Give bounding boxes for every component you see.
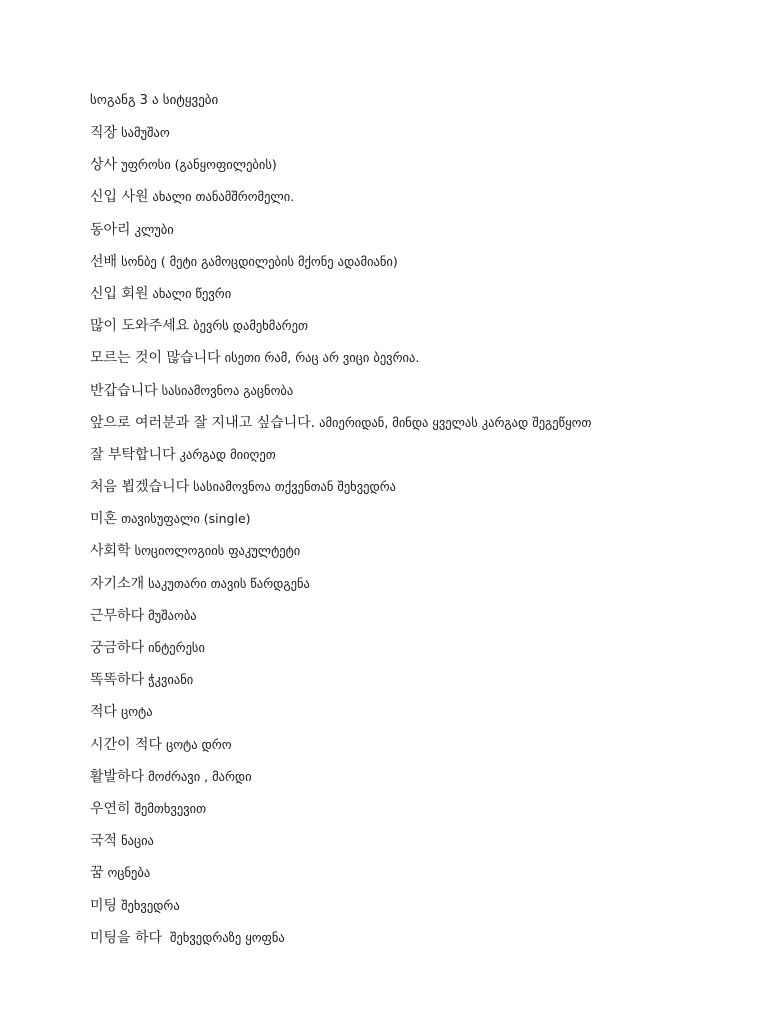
korean-term: 신입 사원 bbox=[90, 189, 149, 206]
georgian-translation: ნაცია bbox=[121, 833, 154, 849]
vocab-entry bbox=[90, 575, 750, 607]
vocab-entry bbox=[90, 800, 750, 832]
vocab-entry bbox=[90, 285, 750, 317]
korean-term: 잘 부탁합니다 bbox=[90, 446, 176, 463]
vocabulary-list bbox=[90, 124, 750, 961]
georgian-translation: საკუთარი თავის წარდგენა bbox=[148, 575, 310, 591]
korean-term: 모르는 것이 많습니다 bbox=[90, 350, 221, 367]
georgian-translation: მუშაობა bbox=[148, 607, 197, 623]
georgian-translation: ამიერიდან, მინდა ყველას კარგად შეგეწყოთ bbox=[319, 414, 592, 430]
vocab-entry bbox=[90, 542, 750, 574]
vocab-entry bbox=[90, 188, 750, 220]
korean-term: 선배 bbox=[90, 253, 118, 270]
korean-term: 똑똑하다 bbox=[90, 672, 145, 689]
georgian-translation: ახალი წევრი bbox=[152, 285, 232, 301]
georgian-translation: ბევრს დამეხმარეთ bbox=[193, 318, 308, 334]
georgian-translation: ისეთი რამ, რაც არ ვიცი ბევრია. bbox=[224, 350, 420, 366]
korean-term: 직장 bbox=[90, 125, 118, 141]
vocab-entry bbox=[90, 607, 750, 639]
vocab-entry bbox=[90, 864, 750, 896]
georgian-translation: ოცნება bbox=[107, 865, 151, 881]
korean-term: 시간이 적다 bbox=[90, 736, 163, 753]
georgian-translation: შემთხვევით bbox=[134, 800, 207, 816]
georgian-translation: ინტერესი bbox=[148, 640, 205, 655]
korean-term: 많이 도와주세요 bbox=[90, 318, 190, 335]
korean-term: 적다 bbox=[90, 704, 118, 721]
georgian-translation: სასიამოვნოა თქვენთან შეხვედრა bbox=[193, 479, 396, 495]
vocab-entry bbox=[90, 832, 750, 864]
vocab-entry bbox=[90, 703, 750, 735]
vocab-entry bbox=[90, 478, 750, 510]
vocab-entry bbox=[90, 317, 750, 349]
korean-term: 우연히 bbox=[90, 800, 131, 817]
korean-term: 활발하다 bbox=[90, 768, 145, 785]
georgian-translation: ცოტა დრო bbox=[166, 736, 232, 752]
korean-term: 앞으로 여러분과 잘 지내고 싶습니다. bbox=[90, 414, 316, 431]
vocab-entry bbox=[90, 124, 750, 156]
vocab-entry bbox=[90, 929, 750, 961]
vocab-entry bbox=[90, 768, 750, 800]
georgian-translation: მოძრავი , მარდი bbox=[148, 768, 252, 784]
vocab-entry bbox=[90, 382, 750, 414]
georgian-translation: სასიამოვნოა გაცნობა bbox=[161, 382, 294, 398]
korean-term: 미팅 bbox=[90, 897, 118, 914]
vocab-entry bbox=[90, 510, 750, 542]
georgian-translation: კარგად მიიღეთ bbox=[179, 446, 276, 462]
document-title: სოგანგ 3 ა სიტყვები bbox=[90, 93, 219, 108]
georgian-translation: ახალი თანამშრომელი. bbox=[152, 189, 295, 205]
georgian-translation: სამუშაო bbox=[121, 125, 170, 140]
korean-term: 미팅을 하다 bbox=[90, 929, 163, 946]
korean-term: 궁금하다 bbox=[90, 640, 145, 656]
korean-term: 사회학 bbox=[90, 543, 131, 560]
vocab-entry bbox=[90, 414, 750, 446]
vocab-entry bbox=[90, 253, 750, 285]
vocab-entry bbox=[90, 897, 750, 929]
vocab-entry bbox=[90, 349, 750, 381]
vocab-entry bbox=[90, 671, 750, 703]
georgian-translation: ჭკვიანი bbox=[148, 672, 194, 688]
georgian-translation: შეხვედრაზე ყოფნა bbox=[166, 929, 285, 945]
korean-term: 근무하다 bbox=[90, 607, 145, 624]
korean-term: 반갑습니다 bbox=[90, 382, 158, 399]
vocab-entry bbox=[90, 446, 750, 478]
korean-term: 국적 bbox=[90, 833, 118, 850]
korean-term: 신입 회원 bbox=[90, 285, 149, 302]
korean-term: 꿈 bbox=[90, 865, 104, 882]
korean-term: 미혼 bbox=[90, 511, 118, 528]
georgian-translation: სონბე ( მეტი გამოცდილების მქონე ადამიანი) bbox=[121, 253, 398, 269]
korean-term: 동아리 bbox=[90, 221, 131, 238]
korean-term: 처음 뵙겠습니다 bbox=[90, 479, 190, 496]
georgian-translation: შეხვედრა bbox=[121, 897, 180, 913]
georgian-translation: კლუბი bbox=[134, 221, 174, 237]
korean-term: 상사 bbox=[90, 157, 118, 174]
georgian-translation: სოციოლოგიის ფაკულტეტი bbox=[134, 543, 301, 559]
georgian-translation: ცოტა bbox=[121, 704, 153, 720]
vocab-entry bbox=[90, 221, 750, 253]
georgian-translation: უფროსი (განყოფილების) bbox=[121, 157, 277, 173]
korean-term: 자기소개 bbox=[90, 575, 145, 592]
georgian-translation: თავისუფალი (single) bbox=[121, 511, 251, 527]
vocab-entry bbox=[90, 736, 750, 768]
vocab-entry bbox=[90, 156, 750, 188]
vocab-entry bbox=[90, 639, 750, 671]
